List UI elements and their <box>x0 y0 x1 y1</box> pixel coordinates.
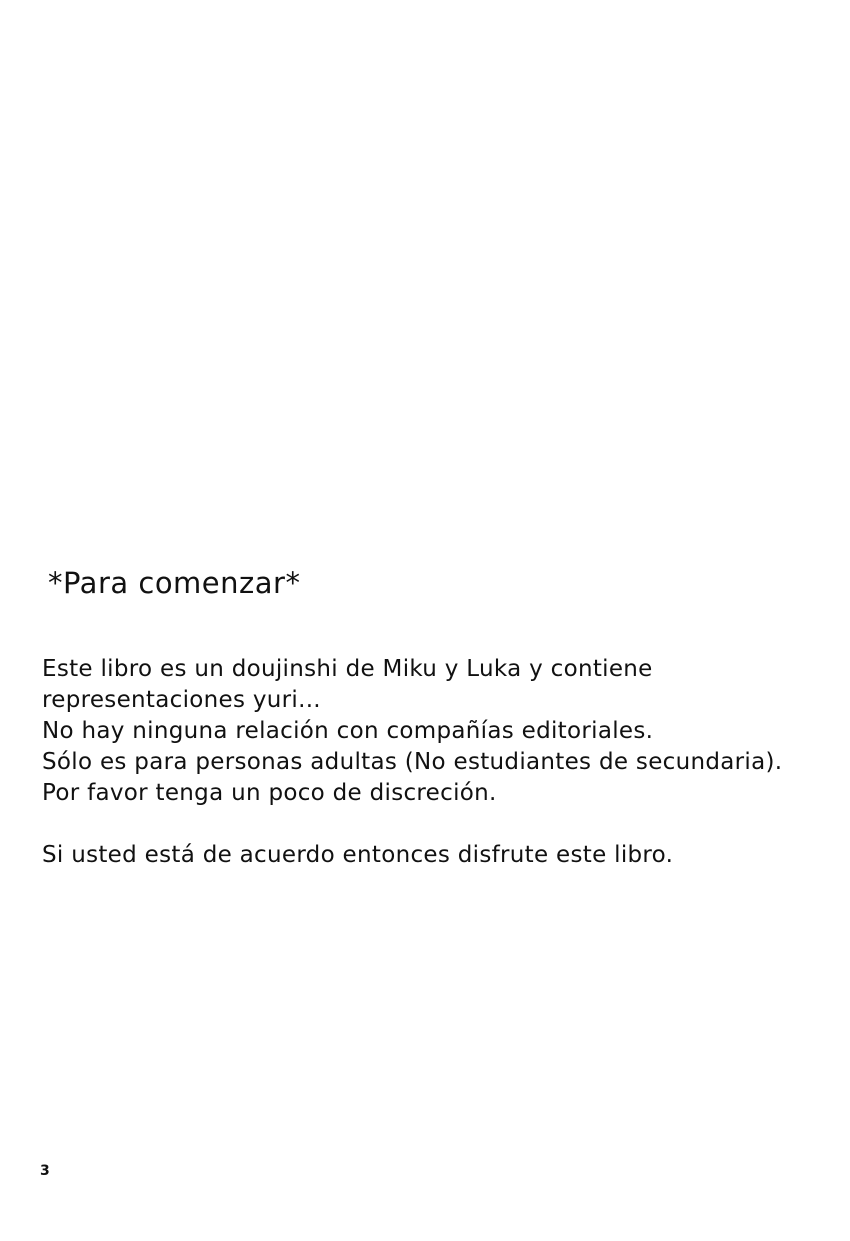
notice-line: Este libro es un doujinshi de Miku y Luka y contiene <box>42 656 653 682</box>
closing-line: Si usted está de acuerdo entonces disfrute este libro. <box>42 842 674 868</box>
section-heading: *Para comenzar* <box>48 566 301 600</box>
notice-line: No hay ninguna relación con compañías editoriales. <box>42 718 654 744</box>
notice-paragraph <box>42 654 782 809</box>
notice-line: Por favor tenga un poco de discreción. <box>42 780 497 806</box>
notice-line: representaciones yuri... <box>42 687 321 713</box>
page-number: 3 <box>40 1163 50 1179</box>
notice-line: Sólo es para personas adultas (No estudiantes de secundaria). <box>42 749 783 775</box>
